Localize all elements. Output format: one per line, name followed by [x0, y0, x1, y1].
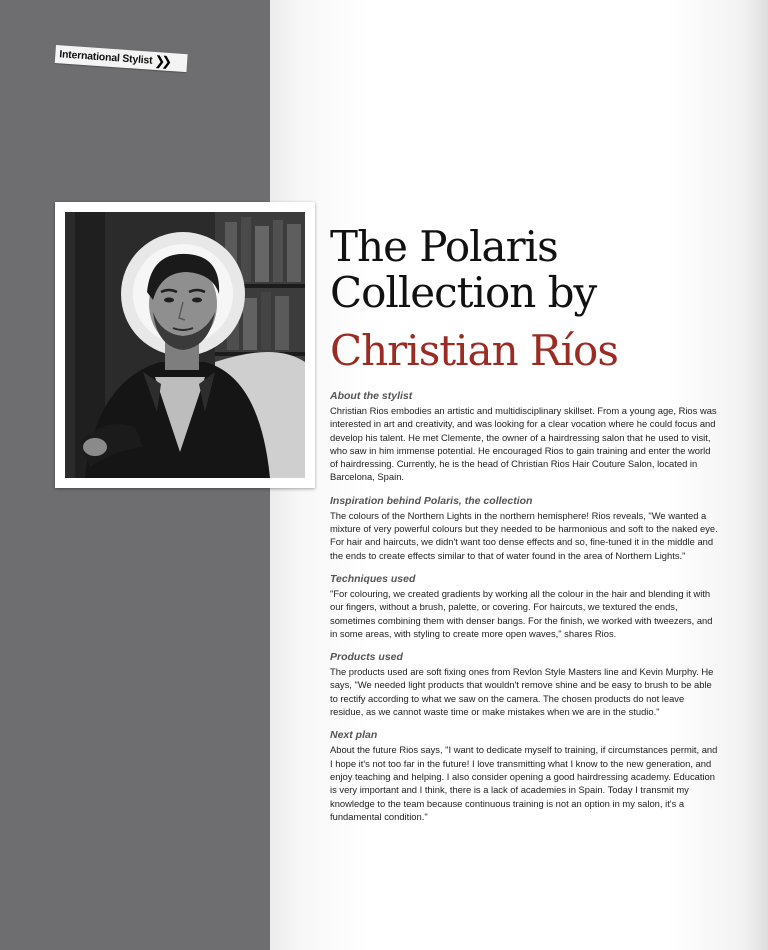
section-title: Next plan [330, 729, 378, 742]
section-title: Products used [330, 651, 403, 664]
photo-frame [55, 202, 315, 488]
headline-line-2: Collection by [330, 268, 597, 317]
article-headline [330, 224, 730, 374]
section-about-stylist [330, 390, 720, 484]
section-text: The products used are soft fixing ones from Revlon Style Masters line and Kevin Murphy. He says, "We needed light products that wouldn't remove shine and be easy to brush to be able to rectify according to what we saw on the camera. The chosen products do not leave residue, as we cannot waste time or make mistakes when we are in the studio." [330, 666, 714, 718]
article-body [330, 390, 720, 834]
headline-line-1: The Polaris [330, 222, 558, 271]
portrait-illustration [65, 212, 305, 478]
portrait-photo [65, 212, 305, 478]
section-products [330, 651, 720, 718]
section-next-plan [330, 729, 720, 823]
section-text: Christian Rios embodies an artistic and multidisciplinary skillset. From a young age, Rios was interested in art and creativity, and was looking for a clear vocation where he could focus and develop his talent. He met Clemente, the owner of a hairdressing salon that he used to visit, who saw in him immense potential. He encouraged Rios to gain training and enter the world of hairdressing. Currently, he is the head of Christian Rios Hair Couture Salon, located in Barcelona, Spain. [330, 405, 717, 483]
section-text: The colours of the Northern Lights in the northern hemisphere! Rios reveals, "We wanted a mixture of very powerful colours but they needed to be harmonious and soft to the naked eye. For hair and haircuts, we didn't want too dense effects and so, fine-tuned it in the middle and the ends to create effects similar to that of water found in the area of Northern Lights." [330, 509, 718, 561]
section-title: Techniques used [330, 572, 416, 585]
section-text: About the future Rios says, "I want to dedicate myself to training, if circumstances permit, and I hope it's not too far in the future! I love transmitting what I know to the new generation, and enjoy teaching and helping. I also consider opening a good hairdressing academy. Education is very important and I think, there is a lack of academies in Spain. Today I transmit my knowledge to the team because continuous training is not an option in my salon, it's a fundamental condition." [330, 744, 718, 822]
section-tag-label: International Stylist [58, 48, 153, 67]
section-inspiration [330, 495, 720, 562]
section-title: Inspiration behind Polaris, the collection [330, 494, 533, 507]
headline-stylist-name: Christian Ríos [330, 326, 618, 375]
section-techniques [330, 573, 720, 640]
double-chevron-right-icon: ❯❯ [153, 53, 169, 70]
section-text: "For colouring, we created gradients by working all the colour in the hair and blending it with our fingers, without a brush, palette, or covering. For haircuts, we textured the ends, sometimes combining them with denser bangs. For the finish, we worked with tweezers, and in some areas, with styling to create more open waves," shares Rios. [330, 587, 713, 639]
section-title: About the stylist [330, 390, 413, 402]
